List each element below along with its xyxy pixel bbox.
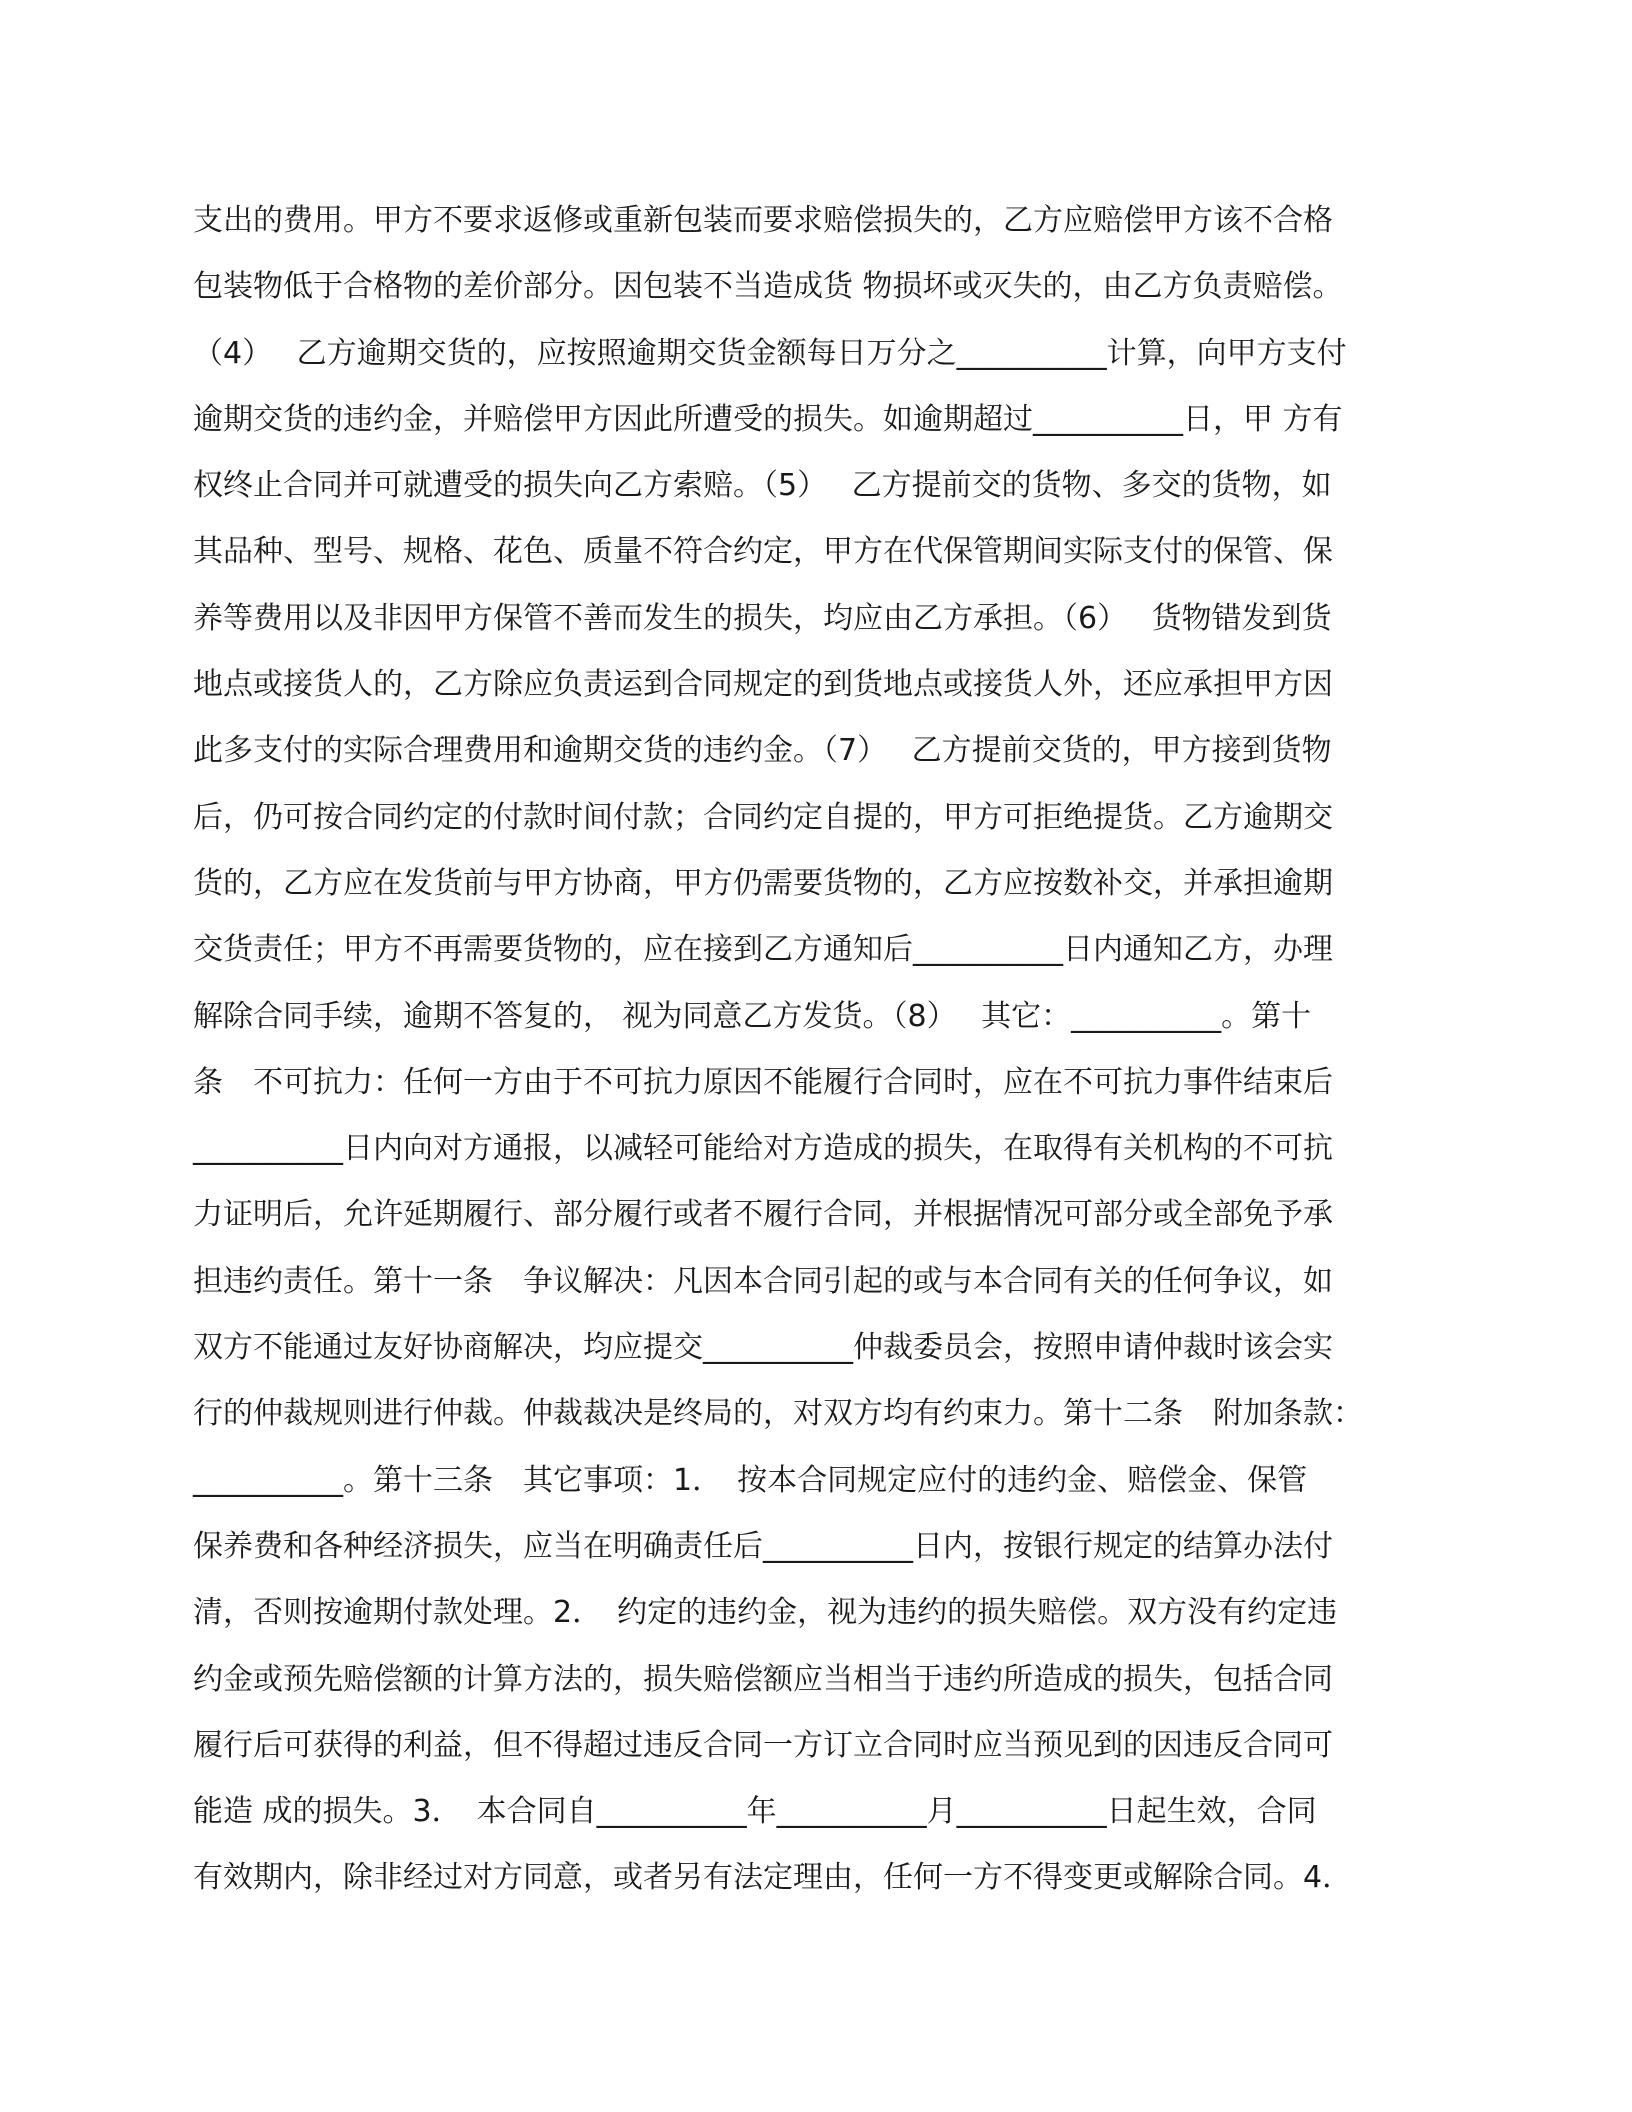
text-line: 能造 成的损失。3． 本合同自__________年__________月__________日起生效，合同 <box>193 1794 1317 1830</box>
text-line: 交货责任；甲方不再需要货物的，应在接到乙方通知后__________日内通知乙方，办理 <box>193 932 1333 968</box>
text-line: 履行后可获得的利益，但不得超过违反合同一方订立合同时应当预见到的因违反合同可 <box>193 1727 1333 1763</box>
text-line: 地点或接货人的，乙方除应负责运到合同规定的到货地点或接货人外，还应承担甲方因 <box>193 667 1333 703</box>
text-line: 养等费用以及非因甲方保管不善而发生的损失，均应由乙方承担。（6） 货物错发到货 <box>193 600 1332 636</box>
text-line: 其品种、型号、规格、花色、质量不符合约定，甲方在代保管期间实际支付的保管、保 <box>193 534 1333 570</box>
text-line: 约金或预先赔偿额的计算方法的，损失赔偿额应当相当于违约所造成的损失，包括合同 <box>193 1661 1333 1697</box>
text-line: 力证明后，允许延期履行、部分履行或者不履行合同，并根据情况可部分或全部免予承 <box>193 1197 1333 1233</box>
text-line: 此多支付的实际合理费用和逾期交货的违约金。（7） 乙方提前交货的，甲方接到货物 <box>193 733 1332 769</box>
text-line: （4） 乙方逾期交货的，应按照逾期交货金额每日万分之__________计算，向甲方支付 <box>193 335 1347 371</box>
text-line: 货的，乙方应在发货前与甲方协商，甲方仍需要货物的，乙方应按数补交，并承担逾期 <box>193 865 1333 901</box>
text-line: 担违约责任。第十一条 争议解决：凡因本合同引起的或与本合同有关的任何争议，如 <box>193 1263 1333 1299</box>
text-line: 逾期交货的违约金，并赔偿甲方因此所遭受的损失。如逾期超过__________日，甲 方有 <box>193 401 1343 437</box>
text-line: 行的仲裁规则进行仲裁。仲裁裁决是终局的，对双方均有约束力。第十二条 附加条款： <box>193 1396 1363 1432</box>
text-line: __________日内向对方通报，以减轻可能给对方造成的损失，在取得有关机构的不可抗 <box>193 1131 1333 1167</box>
text-line: 保养费和各种经济损失，应当在明确责任后__________日内，按银行规定的结算办法付 <box>193 1528 1333 1564</box>
text-line: 解除合同手续，逾期不答复的， 视为同意乙方发货。（8） 其它：__________。第十 <box>193 998 1312 1034</box>
text-line: 清，否则按逾期付款处理。2． 约定的违约金，视为违约的损失赔偿。双方没有约定违 <box>193 1595 1338 1631</box>
text-line: 双方不能通过友好协商解决，均应提交__________仲裁委员会，按照申请仲裁时该会实 <box>193 1330 1333 1366</box>
text-line: 支出的费用。甲方不要求返修或重新包装而要求赔偿损失的，乙方应赔偿甲方该不合格 <box>193 203 1333 238</box>
text-line: 权终止合同并可就遭受的损失向乙方索赔。（5） 乙方提前交的货物、多交的货物，如 <box>193 468 1332 504</box>
text-line: 包装物低于合格物的差价部分。因包装不当造成货 物损坏或灭失的，由乙方负责赔偿。 <box>193 269 1343 305</box>
contract-text-body <box>193 188 1443 1912</box>
text-line: 有效期内，除非经过对方同意，或者另有法定理由，任何一方不得变更或解除合同。4． <box>193 1860 1353 1896</box>
text-line: __________。第十三条 其它事项：1． 按本合同规定应付的违约金、赔偿金、保管 <box>193 1462 1308 1498</box>
text-line: 条 不可抗力：任何一方由于不可抗力原因不能履行合同时，应在不可抗力事件结束后 <box>193 1064 1333 1100</box>
text-line: 后，仍可按合同约定的付款时间付款；合同约定自提的，甲方可拒绝提货。乙方逾期交 <box>193 799 1333 835</box>
